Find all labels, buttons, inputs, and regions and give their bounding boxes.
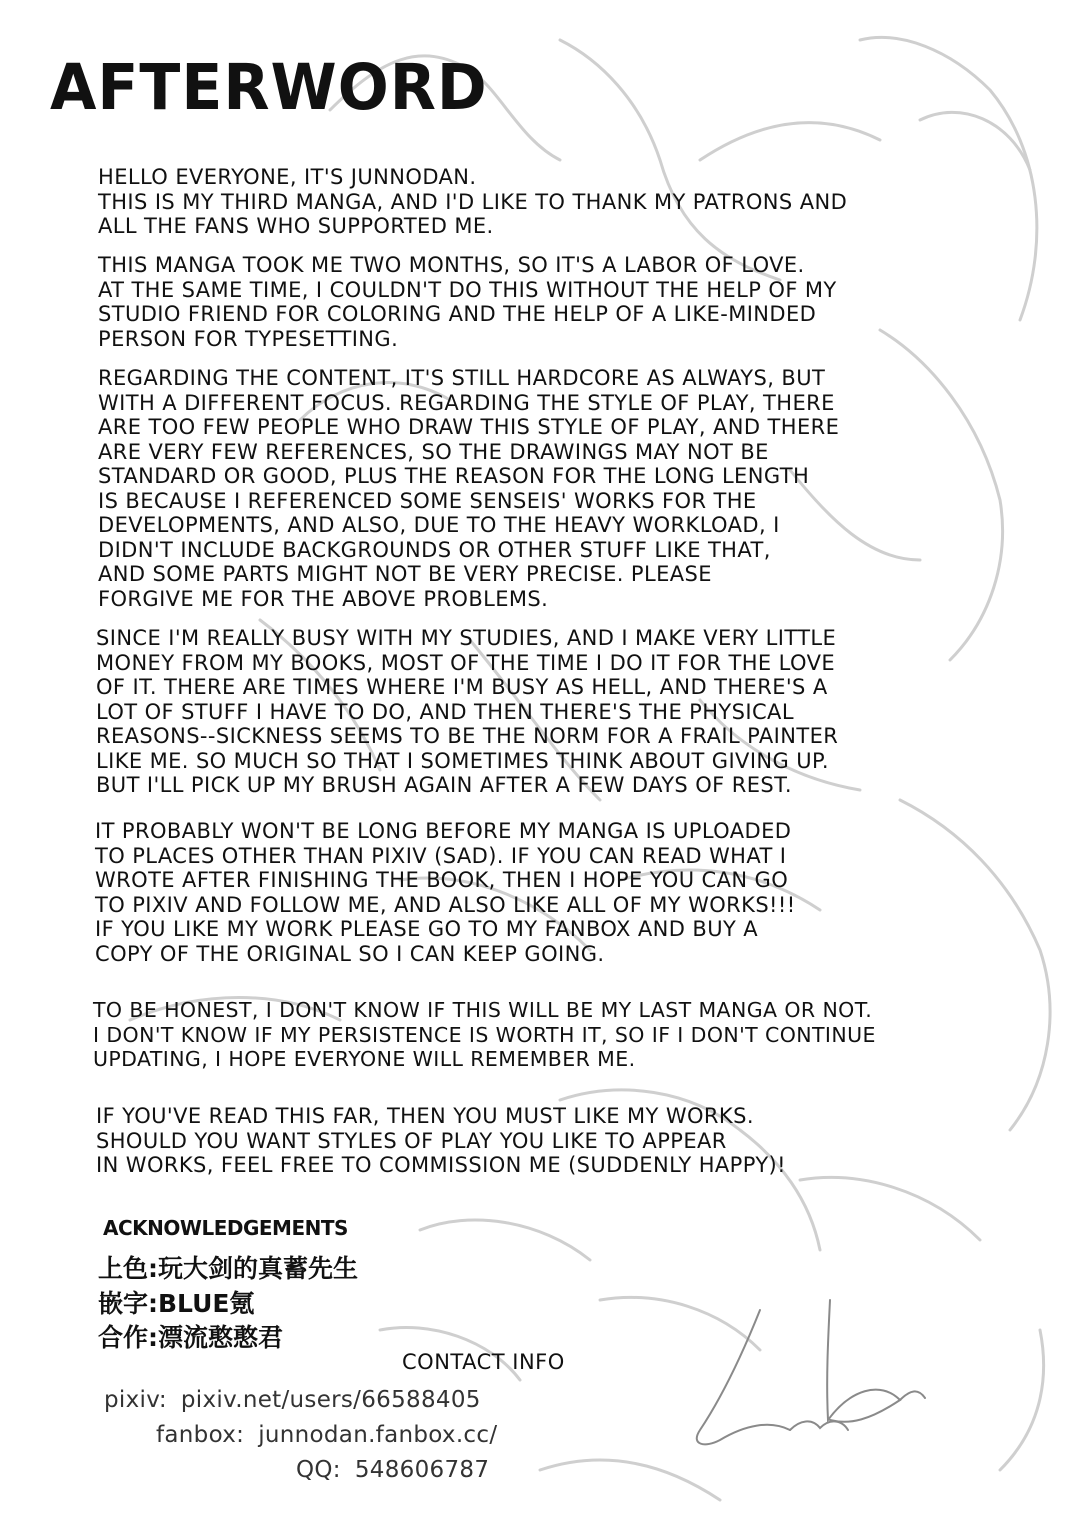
paragraph-commission: IF YOU'VE READ THIS FAR, THEN YOU MUST LIKE MY WORKS. SHOULD YOU WANT STYLES OF PLAY YOU LIKE TO APPEAR IN WORKS, FEEL FREE TO COMMISSION ME (SUDDENLY HAPPY)! xyxy=(96,1104,786,1177)
paragraph-honest: TO BE HONEST, I DON'T KNOW IF THIS WILL BE MY LAST MANGA OR NOT. I DON'T KNOW IF MY PERSISTENCE IS WORTH IT, SO IF I DON'T CONTINUE UPDATING, I HOPE EVERYONE WILL REMEMBER ME. xyxy=(93,998,876,1071)
paragraph-uploads: IT PROBABLY WON'T BE LONG BEFORE MY MANGA IS UPLOADED TO PLACES OTHER THAN PIXIV (SAD). IF YOU CAN READ WHAT I WROTE AFTER FINISHING THE BOOK, THEN I HOPE YOU CAN GO TO PIXIV AND FOLLOW ME, AND ALSO LIKE ALL OF MY WORKS!!! IF YOU LIKE MY WORK PLEASE GO TO MY FANBOX AND BUY A COPY OF THE ORIGINAL SO I CAN KEEP GOING. xyxy=(95,819,796,966)
contact-label: pixiv: xyxy=(104,1387,167,1413)
paragraph-thanks: THIS MANGA TOOK ME TWO MONTHS, SO IT'S A LABOR OF LOVE. AT THE SAME TIME, I COULDN'T DO THIS WITHOUT THE HELP OF MY STUDIO FRIEND FOR COLORING AND THE HELP OF A LIKE-MINDED PERSON FOR TYPESETTING. xyxy=(98,253,837,351)
paragraph-studies: SINCE I'M REALLY BUSY WITH MY STUDIES, AND I MAKE VERY LITTLE MONEY FROM MY BOOKS, MOST OF THE TIME I DO IT FOR THE LOVE OF IT. THERE ARE TIMES WHERE I'M BUSY AS HELL, AND THERE'S A LOT OF STUFF I HAVE TO DO, AND THEN THERE'S THE PHYSICAL REASONS--SICKNESS SEEMS TO BE THE NORM FOR A FRAIL PAINTER LIKE ME. SO MUCH SO THAT I SOMETIMES THINK ABOUT GIVING UP. BUT I'LL PICK UP MY BRUSH AGAIN AFTER A FEW DAYS OF REST. xyxy=(96,626,839,797)
page-title: AFTERWORD xyxy=(50,51,488,125)
contact-pixiv xyxy=(104,1387,481,1413)
contact-label: QQ: xyxy=(296,1457,341,1483)
signature-icon xyxy=(697,1300,925,1444)
contact-qq xyxy=(296,1457,489,1483)
paragraph-content: REGARDING THE CONTENT, IT'S STILL HARDCORE AS ALWAYS, BUT WITH A DIFFERENT FOCUS. REGARDING THE STYLE OF PLAY, THERE ARE TOO FEW PEOPLE WHO DRAW THIS STYLE OF PLAY, AND THERE ARE VERY FEW REFERENCES, SO THE DRAWINGS MAY NOT BE STANDARD OR GOOD, PLUS THE REASON FOR THE LONG LENGTH IS BECAUSE I REFERENCED SOME SENSEIS' WORKS FOR THE DEVELOPMENTS, AND ALSO, DUE TO THE HEAVY WORKLOAD, I DIDN'T INCLUDE BACKGROUNDS OR OTHER STUFF LIKE THAT, AND SOME PARTS MIGHT NOT BE VERY PRECISE. PLEASE FORGIVE ME FOR THE ABOVE PROBLEMS. xyxy=(98,366,840,611)
contact-value: 548606787 xyxy=(354,1457,490,1483)
credit-typesetting: 嵌字:BLUE氪 xyxy=(98,1289,255,1318)
contact-value: pixiv.net/users/66588405 xyxy=(180,1387,481,1413)
paragraph-greeting: HELLO EVERYONE, IT'S JUNNODAN. THIS IS MY THIRD MANGA, AND I'D LIKE TO THANK MY PATRONS AND ALL THE FANS WHO SUPPORTED ME. xyxy=(98,165,848,238)
contact-fanbox xyxy=(156,1422,497,1448)
contact-label: fanbox: xyxy=(156,1422,245,1448)
credit-coloring: 上色:玩大剑的真蓄先生 xyxy=(98,1254,358,1283)
contact-heading: CONTACT INFO xyxy=(402,1350,565,1374)
credit-collaboration: 合作:漂流憨憨君 xyxy=(98,1323,283,1352)
acknowledgements-heading: ACKNOWLEDGEMENTS xyxy=(103,1216,348,1240)
contact-value: junnodan.fanbox.cc/ xyxy=(258,1422,498,1448)
